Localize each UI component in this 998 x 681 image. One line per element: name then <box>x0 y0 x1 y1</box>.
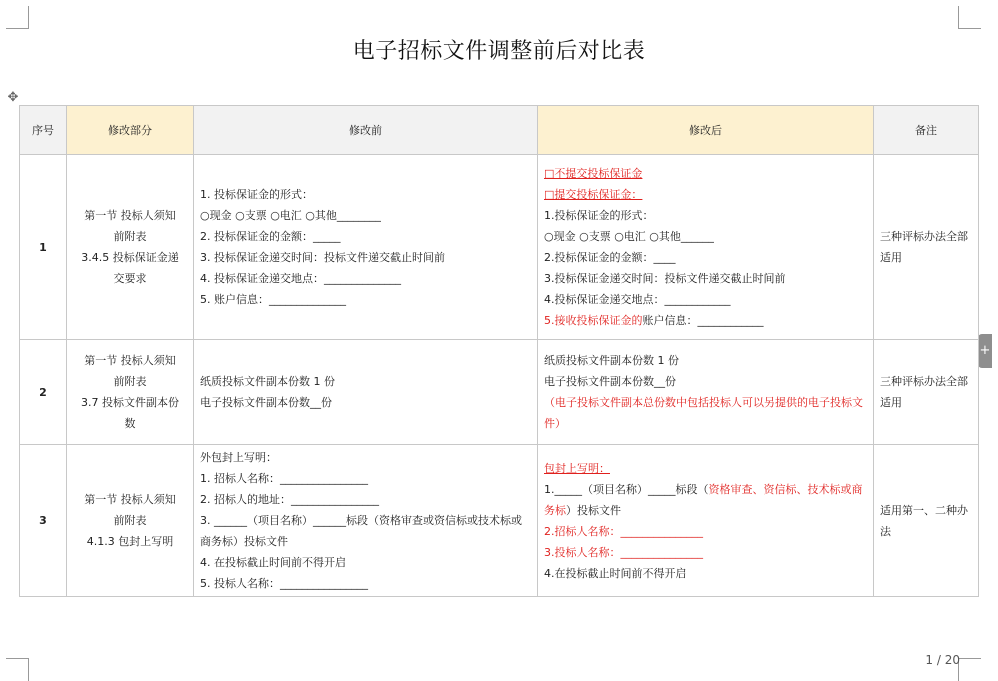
row-after: □不提交投标保证金 □提交投标保证金： 1.投标保证金的形式： ○现金 ○支票 ○电汇 ○其他______ 2.投标保证金的金额：____ 3.投标保证金递交时间：投标文件递交截止时间前 4.投标保证金递交地点：____________ 5.接收投标保证金的账户信息：____________ <box>538 155 874 340</box>
table-row <box>20 340 979 445</box>
header-note: 备注 <box>874 106 979 155</box>
row-number: 3 <box>20 445 67 597</box>
row-note: 三种评标办法全部适用 <box>874 340 979 445</box>
row-after: 纸质投标文件副本份数 1 份 电子投标文件副本份数__份 （电子投标文件副本总份数中包括投标人可以另提供的电子投标文件） <box>538 340 874 445</box>
row-before: 外包封上写明： 1. 招标人名称：________________ 2. 招标人的地址：________________ 3. ______（项目名称）______标段（资格审查或资信标或技术标或商务标）投标文件 4. 在投标截止时间前不得开启 5. 投标人名称：________________ <box>194 445 538 597</box>
row-note: 三种评标办法全部适用 <box>874 155 979 340</box>
row-after: 包封上写明： 1._____（项目名称）_____标段（资格审查、资信标、技术标或商务标）投标文件 2.招标人名称：_______________ 3.投标人名称：_______________ 4.在投标截止时间前不得开启 <box>538 445 874 597</box>
row-number: 2 <box>20 340 67 445</box>
header-part: 修改部分 <box>67 106 194 155</box>
corner-mark-top-right <box>958 6 981 29</box>
row-number: 1 <box>20 155 67 340</box>
header-no: 序号 <box>20 106 67 155</box>
page-title: 电子招标文件调整前后对比表 <box>352 39 646 64</box>
row-note: 适用第一、二种办法 <box>874 445 979 597</box>
table-header-row <box>20 106 979 155</box>
row-before: 纸质投标文件副本份数 1 份 电子投标文件副本份数__份 <box>194 340 538 445</box>
row-part: 第一节 投标人须知 前附表 3.7 投标文件副本份 数 <box>67 340 194 445</box>
comparison-table <box>19 105 979 597</box>
header-before: 修改前 <box>194 106 538 155</box>
row-part: 第一节 投标人须知 前附表 4.1.3 包封上写明 <box>67 445 194 597</box>
row-before: 1. 投标保证金的形式： ○现金 ○支票 ○电汇 ○其他________ 2. 投标保证金的金额：_____ 3. 投标保证金递交时间：投标文件递交截止时间前 4. 投标保证金递交地点：______________ 5. 账户信息：______________ <box>194 155 538 340</box>
table-row <box>20 445 979 597</box>
corner-mark-top-left <box>6 6 29 29</box>
page-number: 1 / 20 <box>925 653 960 667</box>
header-after: 修改后 <box>538 106 874 155</box>
corner-mark-bottom-left <box>6 658 29 681</box>
row-part: 第一节 投标人须知 前附表 3.4.5 投标保证金递 交要求 <box>67 155 194 340</box>
corner-mark-bottom-right <box>958 658 981 681</box>
move-handle-icon[interactable]: ✥ <box>7 90 19 105</box>
plus-icon[interactable]: + <box>978 334 992 368</box>
table-row <box>20 155 979 340</box>
